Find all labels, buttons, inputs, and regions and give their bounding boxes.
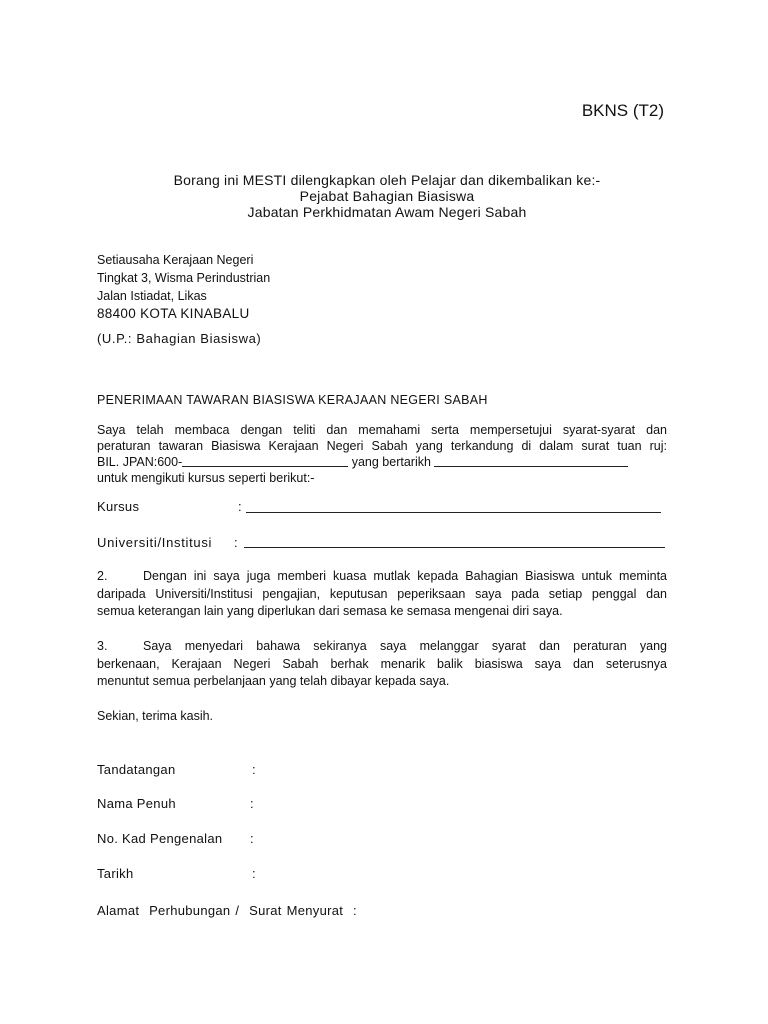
universiti-colon: : xyxy=(234,535,238,550)
paragraph-1-line-2: peraturan tawaran Biasiswa Kerajaan Negeri Sabah yang terkandung di dalam surat tuan ruj: xyxy=(97,439,667,453)
kursus-field xyxy=(97,499,139,514)
paragraph-2-number: 2. xyxy=(97,569,108,583)
paragraph-1-line-1: Saya telah membaca dengan teliti dan memahami serta mempersetujui syarat-syarat dan xyxy=(97,423,667,437)
universiti-input-line[interactable] xyxy=(244,546,665,548)
tarikh-colon[interactable]: : xyxy=(252,866,256,881)
universiti-field xyxy=(97,535,212,550)
closing-text: Sekian, terima kasih. xyxy=(97,709,214,723)
paragraph-3-line-1 xyxy=(97,638,667,656)
address-line-3: Jalan Istiadat, Likas xyxy=(97,289,207,303)
letter-heading: PENERIMAAN TAWARAN BIASISWA KERAJAAN NEGERI SABAH xyxy=(97,393,488,407)
kursus-input-line[interactable] xyxy=(246,511,661,513)
intro-line-3: Jabatan Perkhidmatan Awam Negeri Sabah xyxy=(247,204,527,220)
paragraph-3-line-1-text: Saya menyedari bahawa sekiranya saya melanggar syarat dan peraturan yang xyxy=(143,639,667,653)
paragraph-3-number: 3. xyxy=(97,639,108,653)
tandatangan-colon[interactable]: : xyxy=(252,762,256,777)
intro-line-2: Pejabat Bahagian Biasiswa xyxy=(299,188,475,204)
kursus-label: Kursus xyxy=(97,499,140,514)
address-postcode: 88400 KOTA KINABALU xyxy=(97,306,250,321)
reference-date-blank[interactable] xyxy=(434,454,628,467)
paragraph-2-line-2: daripada Universiti/Institusi pengajian, keputusan peperiksaan saya pada setiap penggal dan xyxy=(97,586,667,601)
kad-pengenalan-label: No. Kad Pengenalan xyxy=(97,831,223,846)
paragraph-2-line-3: semua keterangan lain yang diperlukan dari semasa ke semasa mengenai diri saya. xyxy=(97,604,563,618)
paragraph-3-line-3: menuntut semua perbelanjaan yang telah dibayar kepada saya. xyxy=(97,674,450,688)
paragraph-2 xyxy=(97,568,667,621)
kursus-colon: : xyxy=(238,499,242,514)
tandatangan-label: Tandatangan xyxy=(97,762,176,777)
reference-date-label: yang bertarikh xyxy=(348,455,435,469)
nama-colon[interactable]: : xyxy=(250,796,254,811)
paragraph-3-line-2: berkenaan, Kerajaan Negeri Sabah berhak menarik balik biasiswa saya dan seterusnya xyxy=(97,656,667,671)
alamat-label[interactable]: Alamat Perhubungan / Surat Menyurat : xyxy=(97,903,357,918)
intro-line-1: Borang ini MESTI dilengkapkan oleh Pelajar dan dikembalikan ke:- xyxy=(173,172,601,188)
tarikh-label: Tarikh xyxy=(97,866,134,881)
address-attention: (U.P.: Bahagian Biasiswa) xyxy=(97,331,262,346)
paragraph-1-reference-line xyxy=(97,454,667,470)
reference-number-blank[interactable] xyxy=(182,454,348,467)
intro-block xyxy=(96,172,678,220)
reference-prefix: BIL. JPAN:600- xyxy=(97,455,183,469)
paragraph-2-line-1-text: Dengan ini saya juga memberi kuasa mutlak kepada Bahagian Biasiswa untuk meminta xyxy=(143,569,667,583)
address-line-1: Setiausaha Kerajaan Negeri xyxy=(97,253,254,267)
nama-label: Nama Penuh xyxy=(97,796,176,811)
paragraph-1 xyxy=(97,422,667,486)
form-code: BKNS (T2) xyxy=(581,101,664,120)
universiti-label: Universiti/Institusi xyxy=(97,535,213,550)
kad-pengenalan-colon[interactable]: : xyxy=(250,831,254,846)
paragraph-2-line-1 xyxy=(97,568,667,586)
paragraph-3 xyxy=(97,638,667,691)
paragraph-1-line-4: untuk mengikuti kursus seperti berikut:- xyxy=(97,471,315,485)
address-line-2: Tingkat 3, Wisma Perindustrian xyxy=(97,271,271,285)
